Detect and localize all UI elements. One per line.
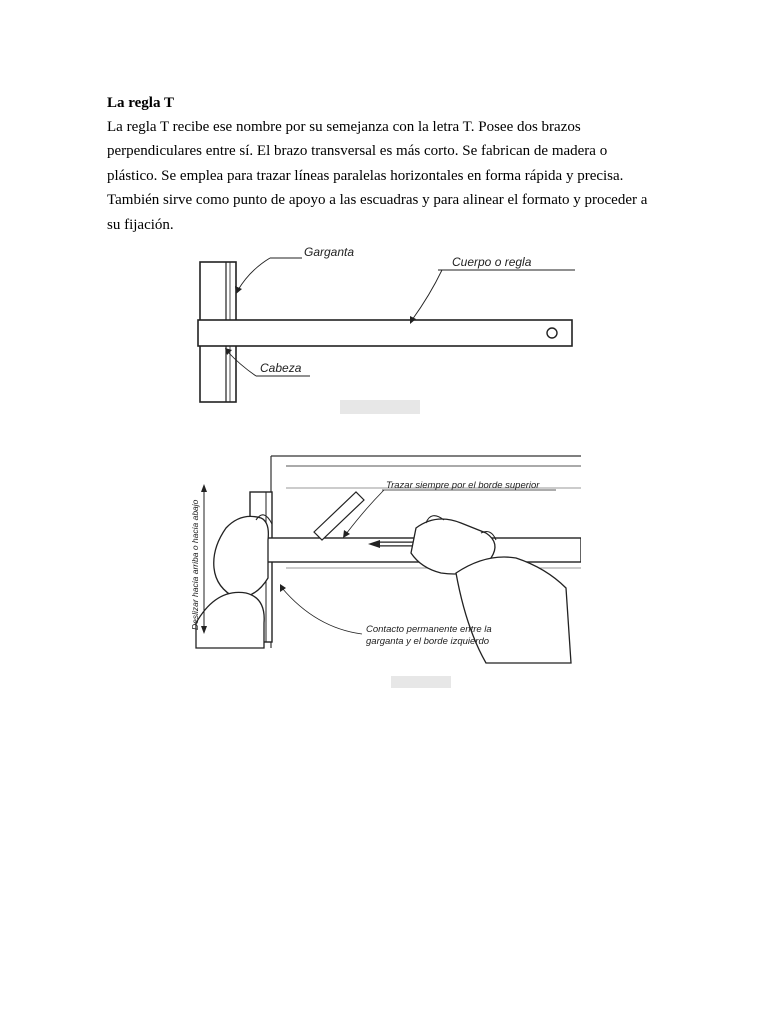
t-square-blade xyxy=(198,320,572,346)
t-square-parts-figure xyxy=(190,240,580,435)
label-cuerpo-o-regla: Cuerpo o regla xyxy=(452,255,532,269)
label-garganta: Garganta xyxy=(304,245,355,259)
section-paragraph xyxy=(107,115,677,237)
label-deslizar: Deslizar hacia arriba o hacia abajo xyxy=(190,499,200,630)
label-cabeza: Cabeza xyxy=(260,361,302,375)
paragraph-line: su fijación. xyxy=(107,216,174,233)
paragraph-line: perpendiculares entre sí. El brazo transversal es más corto. Se fabrican de madera o xyxy=(107,143,608,160)
label-contacto-linea-1: Contacto permanente entre la xyxy=(366,624,492,635)
paragraph-line: También sirve como punto de apoyo a las escuadras y para alinear el formato y proceder a xyxy=(107,192,648,209)
label-contacto-linea-2: garganta y el borde izquierdo xyxy=(366,636,490,647)
paragraph-line: La regla T recibe ese nombre por su semejanza con la letra T. Posee dos brazos xyxy=(107,119,581,135)
label-trazar-borde-superior: Trazar siempre por el borde superior xyxy=(386,480,540,491)
paragraph-line: plástico. Se emplea para trazar líneas paralelas horizontales en forma rápida y precisa. xyxy=(107,167,624,184)
t-square-usage-figure xyxy=(186,448,581,693)
section-title: La regla T xyxy=(107,95,174,111)
